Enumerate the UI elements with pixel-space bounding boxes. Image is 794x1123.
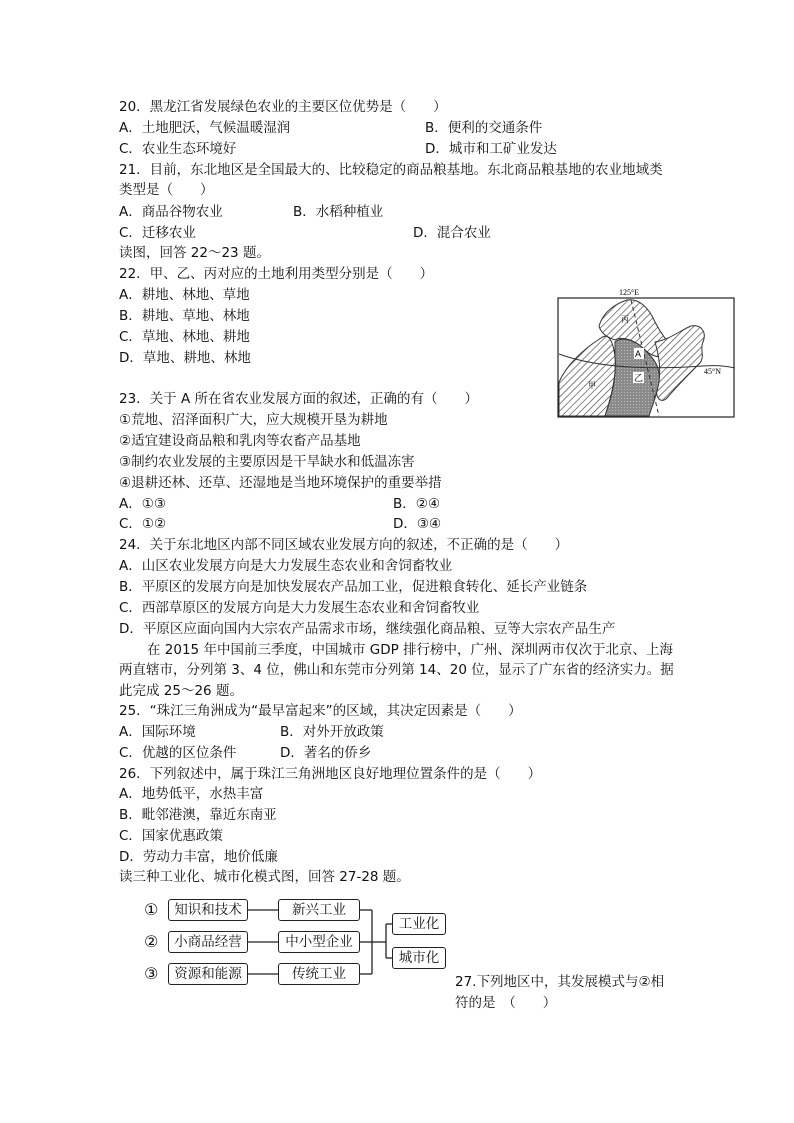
q21-option-d: D．混合农业 [413,225,491,241]
map-point-a: A [635,349,642,359]
q23-statement-2: ②适宜建设商品粮和乳肉等农畜产品基地 [119,433,361,449]
q27-stem-line1: 27.下列地区中，其发展模式与②相 [455,974,665,990]
q23-stem: 23．关于 A 所在省农业发展方面的叙述，正确的有（ ） [119,391,478,407]
map-region-jia: 甲 [588,381,596,390]
q25-option-b: B．对外开放政策 [280,724,384,740]
q22-stem: 22．甲、乙、丙对应的土地利用类型分别是（ ） [119,266,434,282]
q24-option-d: D．平原区应面向国内大宗农产品需求市场，继续强化商品粮、豆等大宗农产品生产 [119,621,616,637]
q26-option-c: C．国家优惠政策 [119,828,223,844]
q21-option-b: B．水稻种植业 [293,204,384,220]
q21-option-c: C．迁移农业 [119,225,196,241]
q20-option-d: D．城市和工矿业发达 [425,141,557,157]
flow-box-knowledge: 知识和技术 [168,899,248,921]
q24-stem: 24．关于东北地区内部不同区域农业发展方向的叙述，不正确的是（ ） [119,537,569,553]
q23-option-d: D．③④ [393,516,442,532]
map-lat-label: 45°N [704,367,721,376]
intro-27-28: 读三种工业化、城市化模式图，回答 27-28 题。 [119,869,410,885]
q25-option-c: C．优越的区位条件 [119,745,237,761]
q20-option-c: C．农业生态环境好 [119,141,237,157]
flow-box-sme: 中小型企业 [278,931,360,953]
map-region-yi: 乙 [634,374,644,384]
q26-option-d: D．劳动力丰富，地价低廉 [119,849,278,865]
flow-number-1: ① [144,900,159,919]
q21-stem-line1: 21．目前，东北地区是全国最大的、比较稳定的商品粮基地。东北商品粮基地的农业地域类 [119,162,663,178]
q23-option-a: A．①③ [119,496,166,512]
flow-box-resources: 资源和能源 [168,963,248,985]
q26-option-a: A．地势低平，水热丰富 [119,786,264,802]
flow-box-industrialization: 工业化 [392,913,446,935]
flow-box-traditional: 传统工业 [278,963,360,985]
q23-option-b: B．②④ [393,496,440,512]
map-region-bing: 丙 [621,315,629,324]
map-lon-label: 125°E [619,288,640,297]
passage-line1: 在 2015 年中国前三季度，中国城市 GDP 排行榜中，广州、深圳两市仅次于北京、上海 [147,642,674,658]
q25-option-d: D．著名的侨乡 [280,745,372,761]
q23-statement-3: ③制约农业发展的主要原因是干旱缺水和低温冻害 [119,454,415,470]
flow-number-3: ③ [144,964,159,983]
flow-box-urbanization: 城市化 [392,947,446,969]
q23-option-c: C．①② [119,516,167,532]
q23-statement-1: ①荒地、沼泽面积广大，应大规模开垦为耕地 [119,412,388,428]
q24-option-c: C．西部草原区的发展方向是大力发展生态农业和舍饲畜牧业 [119,600,480,616]
q21-option-a: A．商品谷物农业 [119,204,223,220]
q21-stem-line2: 类型是（ ） [119,182,214,198]
northeast-china-map [557,286,735,418]
q24-option-b: B．平原区的发展方向是加快发展农产品加工业，促进粮食转化、延长产业链条 [119,579,588,595]
q27-stem-line2: 符的是 （ ） [455,995,557,1011]
q24-option-a: A．山区农业发展方向是大力发展生态农业和舍饲畜牧业 [119,558,453,574]
q25-option-a: A．国际环境 [119,724,196,740]
intro-22-23: 读图，回答 22～23 题。 [119,245,270,261]
industrialization-flow-diagram [140,898,450,990]
q25-stem: 25．“珠江三角洲成为“最早富起来”的区域，其决定因素是（ ） [119,703,522,719]
passage-line3: 此完成 25～26 题。 [119,683,243,699]
passage-line2: 两直辖市，分列第 3、4 位，佛山和东莞市分列第 14、20 位，显示了广东省的经济实力。据 [119,662,674,678]
q22-option-c: C．草地、林地、耕地 [119,329,250,345]
q20-option-b: B．便利的交通条件 [425,120,543,136]
q22-option-d: D．草地、耕地、林地 [119,350,251,366]
flow-box-small-goods: 小商品经营 [168,931,248,953]
q20-stem: 20．黑龙江省发展绿色农业的主要区位优势是（ ） [119,99,447,115]
q22-option-b: B．耕地、草地、林地 [119,308,250,324]
flow-box-new-industry: 新兴工业 [278,899,360,921]
q26-option-b: B．毗邻港澳，靠近东南亚 [119,807,277,823]
flow-number-2: ② [144,932,159,951]
q22-option-a: A．耕地、林地、草地 [119,287,250,303]
q26-stem: 26．下列叙述中，属于珠江三角洲地区良好地理位置条件的是（ ） [119,766,542,782]
q20-option-a: A．土地肥沃，气候温暖湿润 [119,120,291,136]
q23-statement-4: ④退耕还林、还草、还湿地是当地环境保护的重要举措 [119,475,442,491]
